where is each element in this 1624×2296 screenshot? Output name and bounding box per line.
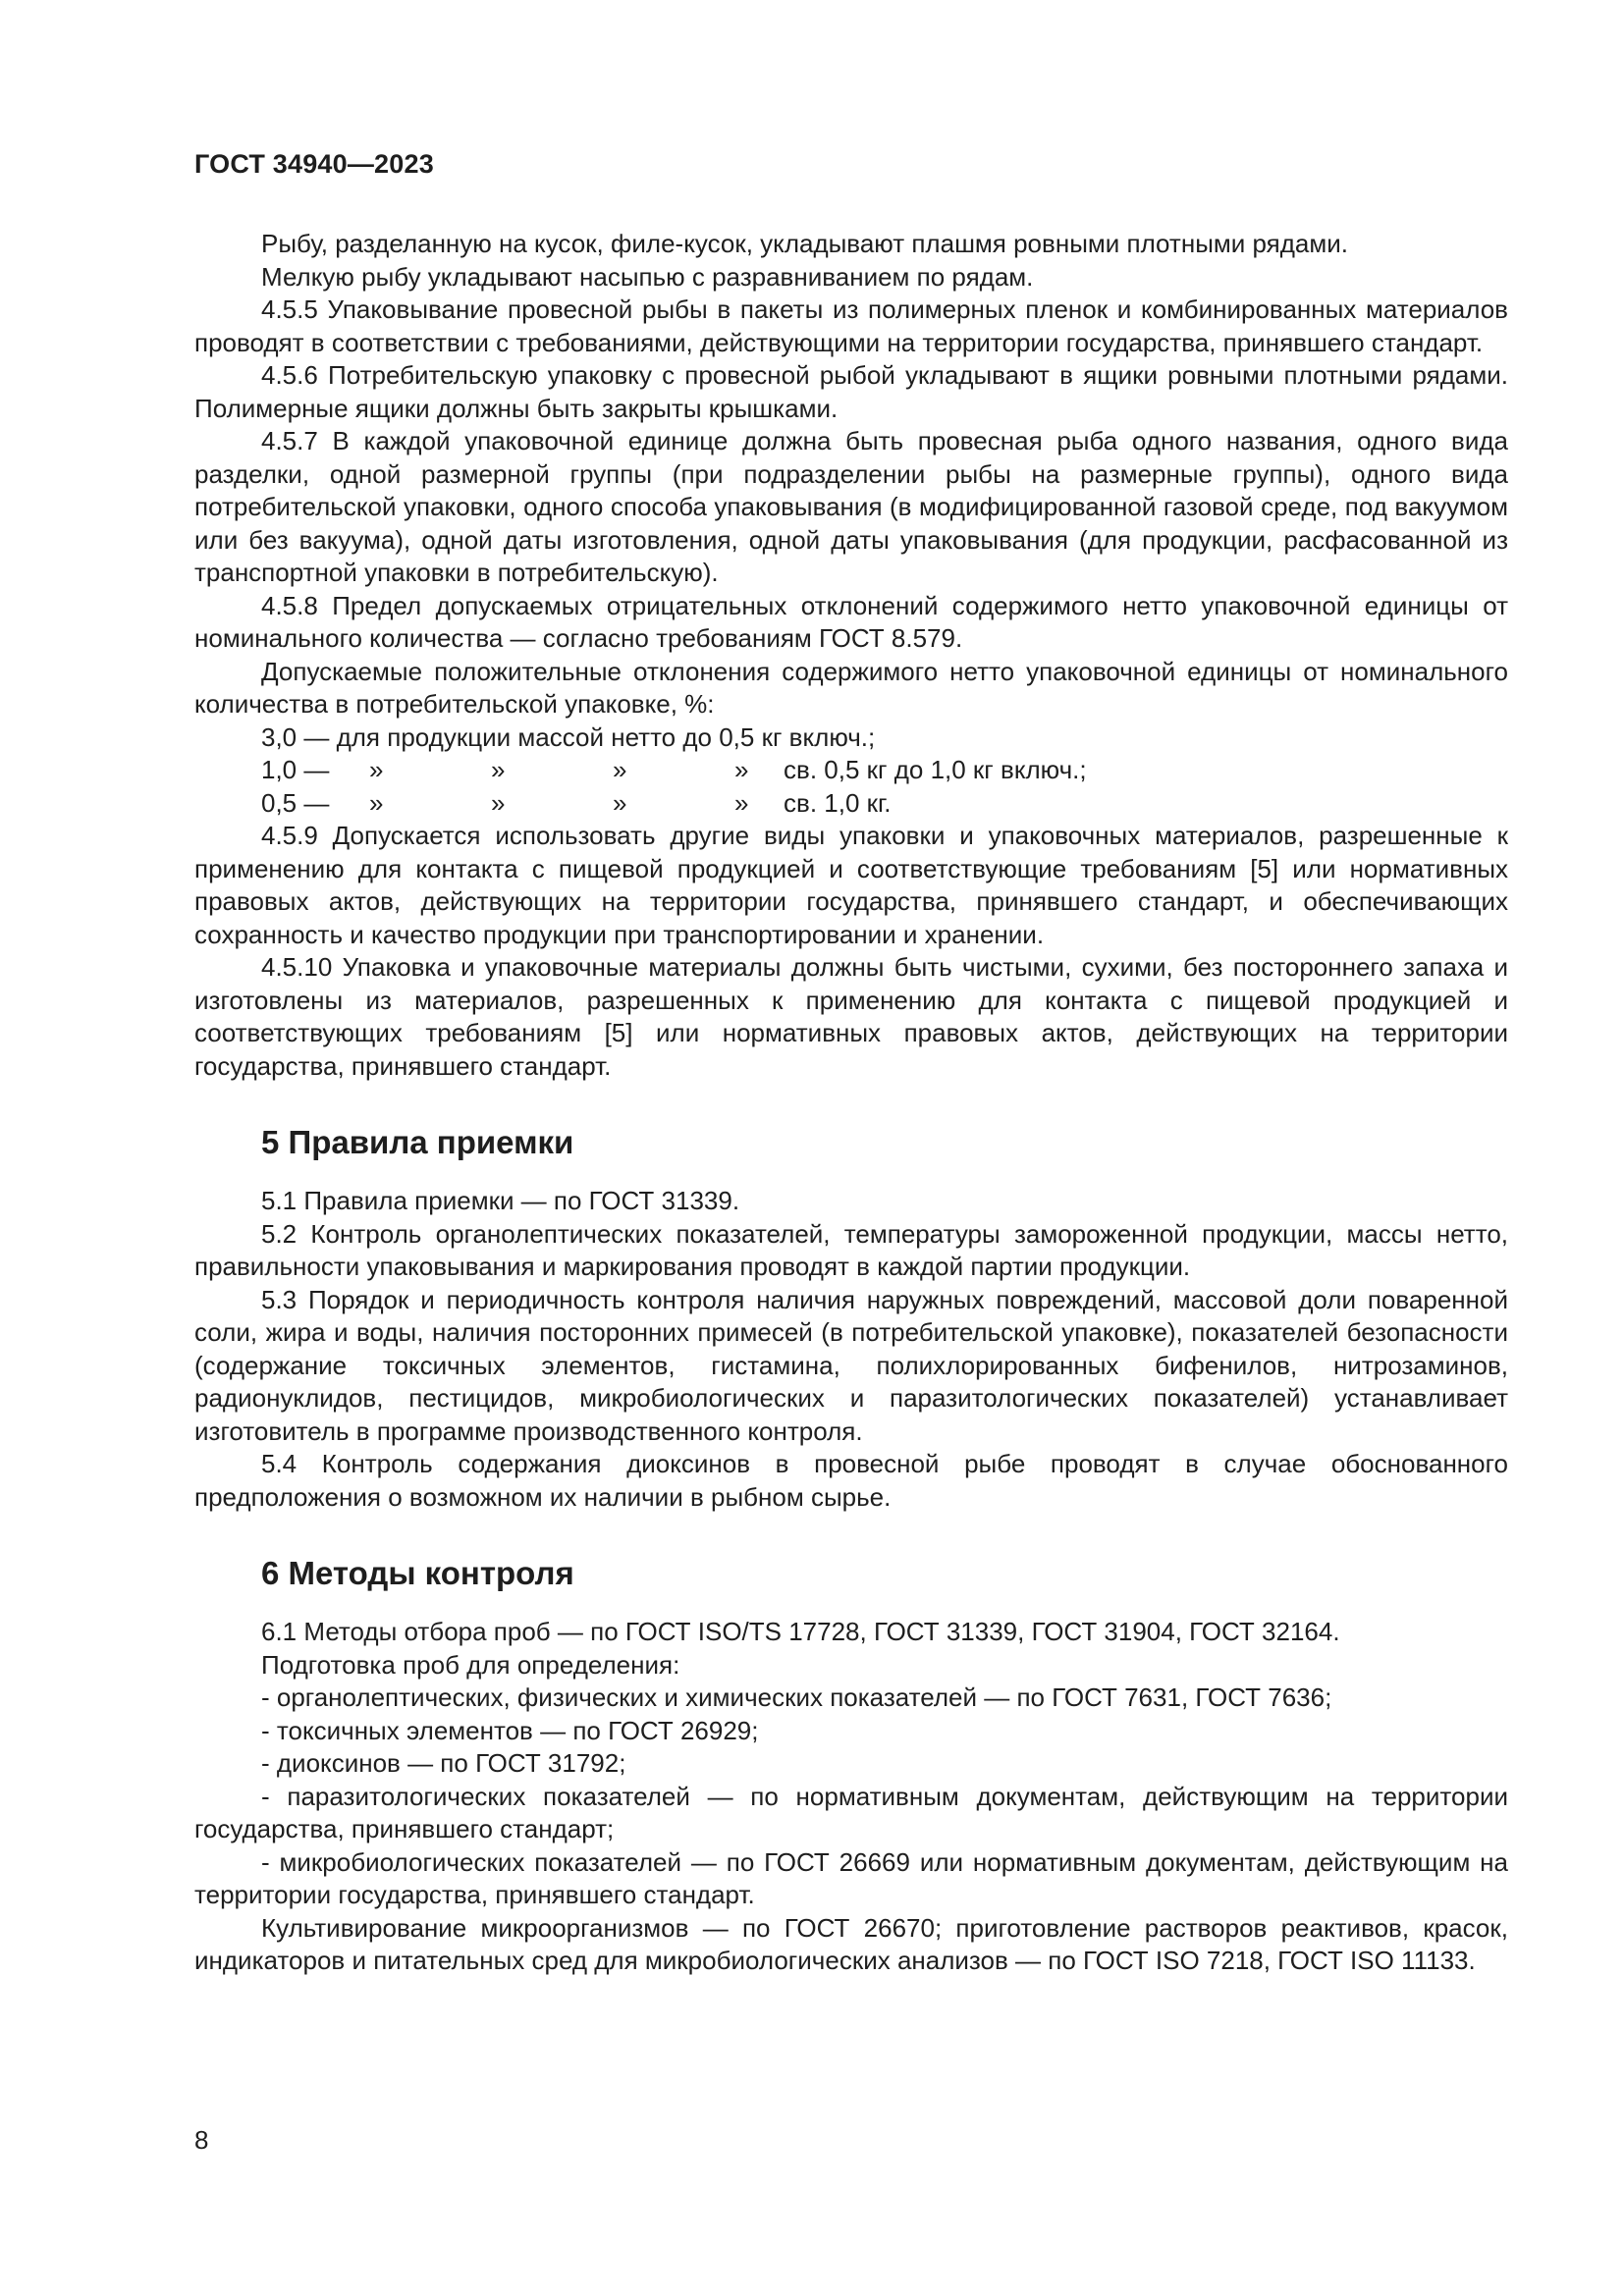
ditto-mark: » <box>613 755 627 784</box>
paragraph: Допускаемые положительные отклонения содержимого нетто упаковочной единицы от номинального количества в потребительской упаковке, %: <box>194 656 1508 719</box>
list-item: - микробиологических показателей — по ГОСТ 26669 или нормативным документам, действующим на территории государства, принявшего стандарт. <box>194 1846 1508 1909</box>
paragraph: 4.5.10 Упаковка и упаковочные материалы должны быть чистыми, сухими, без постороннего запаха и изготовлены из материалов, разрешенных к применению для контакта с пищевой продукцией и соответствующих требованиям [5] или нормативных правовых актов, действующих на территории государства, принявшего стандарт. <box>194 952 1508 1081</box>
tolerance-value: 1,0 — <box>261 755 330 784</box>
section-heading: 6 Методы контроля <box>261 1555 574 1591</box>
tolerance-text: св. 0,5 кг до 1,0 кг включ.; <box>784 755 1087 784</box>
paragraph: 5.1 Правила приемки — по ГОСТ 31339. <box>261 1186 740 1215</box>
list-item: - диоксинов — по ГОСТ 31792; <box>261 1748 626 1778</box>
paragraph: Рыбу, разделанную на кусок, филе-кусок, укладывают плашмя ровными плотными рядами. <box>261 229 1349 258</box>
list-item: - паразитологических показателей — по нормативным документам, действующим на территории государства, принявшего стандарт; <box>194 1781 1508 1843</box>
tolerance-row <box>194 754 1508 787</box>
page-content <box>194 228 1508 1978</box>
list-item: - токсичных элементов — по ГОСТ 26929; <box>261 1715 759 1745</box>
paragraph: 4.5.6 Потребительскую упаковку с провесной рыбой укладывают в ящики ровными плотными рядами. Полимерные ящики должны быть закрыты крышками. <box>194 360 1508 423</box>
ditto-mark: » <box>613 787 627 818</box>
tolerance-line: 3,0 — для продукции массой нетто до 0,5 кг включ.; <box>261 721 876 752</box>
tolerance-value: 0,5 — <box>261 787 330 818</box>
paragraph: 6.1 Методы отбора проб — по ГОСТ ISO/TS 17728, ГОСТ 31339, ГОСТ 31904, ГОСТ 32164. <box>261 1617 1340 1646</box>
paragraph: 4.5.8 Предел допускаемых отрицательных отклонений содержимого нетто упаковочной единицы от номинального количества — согласно требованиям ГОСТ 8.579. <box>194 590 1508 653</box>
ditto-mark: » <box>734 787 749 818</box>
page-number: 8 <box>194 2125 209 2155</box>
paragraph: 5.2 Контроль органолептических показателей, температуры замороженной продукции, массы нетто, правильности упаковывания и маркирования проводят в каждой партии продукции. <box>194 1218 1508 1281</box>
document-code-header: ГОСТ 34940—2023 <box>194 149 434 179</box>
paragraph: 4.5.5 Упаковывание провесной рыбы в пакеты из полимерных пленок и комбинированных материалов проводят в соответствии с требованиями, действующими на территории государства, принявшего стандарт. <box>194 294 1508 357</box>
paragraph: 5.4 Контроль содержания диоксинов в провесной рыбе проводят в случае обоснованного предположения о возможном их наличии в рыбном сырье. <box>194 1449 1508 1512</box>
paragraph: 4.5.7 В каждой упаковочной единице должна быть провесная рыба одного названия, одного вида разделки, одной размерной группы (при подразделении рыбы на размерные группы), одного вида потребительской упаковки, одного способа упаковывания (в модифицированной газовой среде, под вакуумом или без вакуума), одной даты изготовления, одной даты упаковывания (для продукции, расфасованной из транспортной упаковки в потребительскую). <box>194 426 1508 587</box>
paragraph: Культивирование микроорганизмов — по ГОСТ 26670; приготовление растворов реактивов, красок, индикаторов и питательных сред для микробиологических анализов — по ГОСТ ISO 7218, ГОСТ ISO 11133. <box>194 1912 1508 1975</box>
paragraph: 5.3 Порядок и периодичность контроля наличия наружных повреждений, массовой доли поваренной соли, жира и воды, наличия посторонних примесей (в потребительской упаковке), показателей безопасности (содержание токсичных элементов, гистамина, полихлорированных бифенилов, нитрозаминов, радионуклидов, пестицидов, микробиологических и паразитологических показателей) устанавливает изготовитель в программе производственного контроля. <box>194 1284 1508 1446</box>
paragraph: Подготовка проб для определения: <box>261 1649 680 1680</box>
paragraph: Мелкую рыбу укладывают насыпью с разравниванием по рядам. <box>261 261 1034 292</box>
tolerance-text: св. 1,0 кг. <box>784 787 892 818</box>
list-item: - органолептических, физических и химических показателей — по ГОСТ 7631, ГОСТ 7636; <box>261 1682 1332 1712</box>
paragraph: 4.5.9 Допускается использовать другие виды упаковки и упаковочных материалов, разрешенные к применению для контакта с пищевой продукцией и соответствующие требованиям [5] или нормативных правовых актов, действующих на территории государства, принявшего стандарт, и обеспечивающих сохранность и качество продукции при транспортировании и хранении. <box>194 821 1508 949</box>
ditto-mark: » <box>734 755 749 784</box>
ditto-mark: » <box>369 787 384 818</box>
ditto-mark: » <box>369 755 384 784</box>
tolerance-row <box>194 787 1508 821</box>
section-heading: 5 Правила приемки <box>261 1124 574 1160</box>
ditto-mark: » <box>491 755 506 784</box>
ditto-mark: » <box>491 787 506 818</box>
